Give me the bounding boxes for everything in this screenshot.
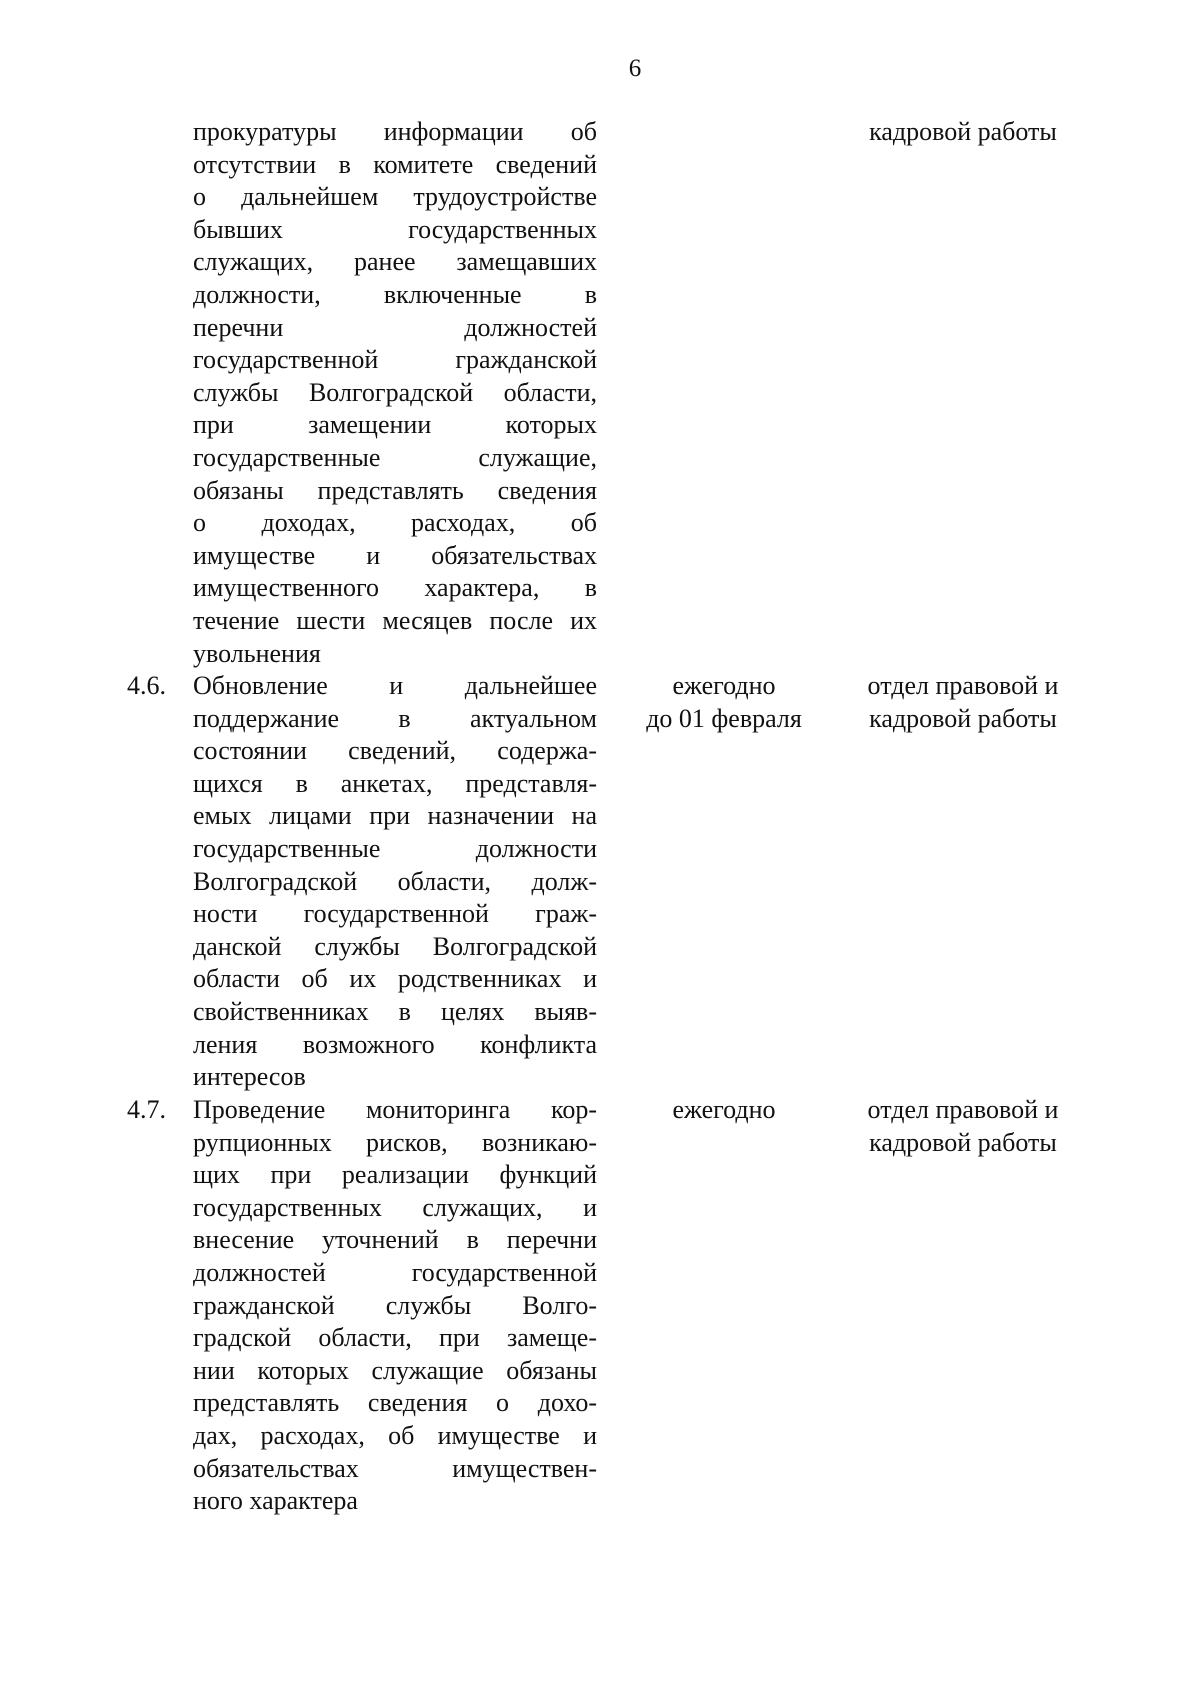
description-line: поддержание в актуальном xyxy=(193,703,597,733)
description-line: о дальнейшем трудоустройстве xyxy=(193,182,597,212)
description-line: при замещении которых xyxy=(193,410,597,440)
description-line: нии которых служащие обязаны xyxy=(193,1355,597,1385)
description-line: Проведение мониторинга кор- xyxy=(193,1095,597,1124)
term-line: ежегодно xyxy=(672,671,776,700)
row-responsible xyxy=(843,670,1083,735)
page-number: 6 xyxy=(628,55,642,82)
responsible-line: кадровой работы xyxy=(869,703,1057,733)
description-line: отсутствии в комитете сведений xyxy=(193,149,597,179)
description-line: течение шести месяцев после их xyxy=(193,605,597,635)
description-line: емых лицами при назначении на xyxy=(193,801,597,831)
row-responsible xyxy=(843,116,1083,149)
description-line: ного характера xyxy=(193,1486,358,1516)
description-line: должностей государственной xyxy=(193,1257,597,1287)
row-description xyxy=(193,670,597,1094)
description-line: имущественного характера, в xyxy=(193,573,597,603)
description-line: щихся в анкетах, представля- xyxy=(193,768,597,798)
description-line: внесение уточнений в перечни xyxy=(193,1225,597,1255)
row-number: 4.7. xyxy=(127,1095,166,1124)
description-line: рупционных рисков, возникаю- xyxy=(193,1127,597,1157)
description-line: прокуратуры информации об xyxy=(193,117,597,146)
description-line: государственные должности xyxy=(193,833,597,863)
description-line: перечни должностей xyxy=(193,312,597,342)
row-description xyxy=(193,116,597,670)
description-line: обязательствах имуществен- xyxy=(193,1453,597,1483)
description-line: бывших государственных xyxy=(193,214,597,244)
description-line: о доходах, расходах, об xyxy=(193,508,597,538)
description-line: службы Волгоградской области, xyxy=(193,377,597,407)
description-line: данской службы Волгоградской xyxy=(193,931,597,961)
description-line: государственной гражданской xyxy=(193,345,597,375)
row-responsible xyxy=(843,1094,1083,1159)
description-line: гражданской службы Волго- xyxy=(193,1290,597,1320)
responsible-line: отдел правовой и xyxy=(867,671,1059,700)
row-number: 4.6. xyxy=(127,671,166,700)
description-line: области об их родственниках и xyxy=(193,964,597,994)
responsible-line: кадровой работы xyxy=(869,117,1057,146)
description-line: ления возможного конфликта xyxy=(193,1029,597,1059)
term-line: ежегодно xyxy=(672,1095,776,1124)
row-term xyxy=(618,670,830,735)
description-line: состоянии сведений, содержа- xyxy=(193,736,597,766)
term-line: до 01 февраля xyxy=(646,703,802,733)
responsible-line: отдел правовой и xyxy=(867,1095,1059,1124)
description-line: должности, включенные в xyxy=(193,279,597,309)
description-line: свойственниках в целях выяв- xyxy=(193,996,597,1026)
description-line: Волгоградской области, долж- xyxy=(193,866,597,896)
description-line: ности государственной граж- xyxy=(193,899,597,929)
description-line: обязаны представлять сведения xyxy=(193,475,597,505)
description-line: Обновление и дальнейшее xyxy=(193,671,597,700)
description-line: увольнения xyxy=(193,638,321,668)
row-term xyxy=(618,1094,830,1127)
responsible-line: кадровой работы xyxy=(869,1127,1057,1157)
description-line: государственные служащие, xyxy=(193,442,597,472)
description-line: государственных служащих, и xyxy=(193,1192,597,1222)
description-line: щих при реализации функций xyxy=(193,1160,597,1190)
description-line: дах, расходах, об имуществе и xyxy=(193,1420,597,1450)
description-line: служащих, ранее замещавших xyxy=(193,247,597,277)
description-line: представлять сведения о дохо- xyxy=(193,1388,597,1418)
description-line: градской области, при замеще- xyxy=(193,1323,597,1353)
row-description xyxy=(193,1094,597,1518)
description-line: интересов xyxy=(193,1062,306,1092)
description-line: имуществе и обязательствах xyxy=(193,540,597,570)
